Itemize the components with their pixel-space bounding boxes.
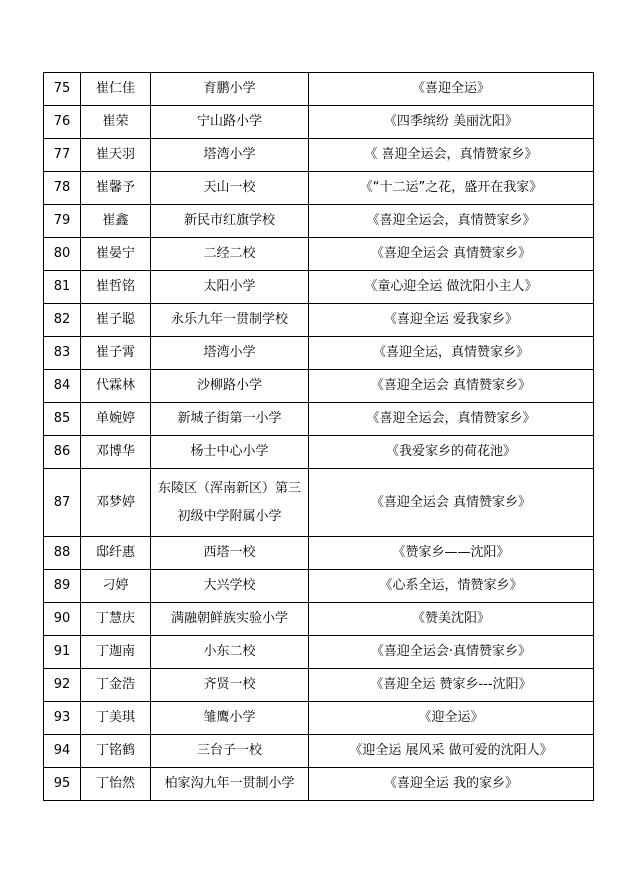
table-row	[44, 403, 594, 436]
work-title-cell: 《喜迎全运 赞家乡---沈阳》	[309, 669, 594, 702]
student-name-cell: 单婉婷	[81, 403, 151, 436]
row-number-cell: 81	[44, 271, 81, 304]
work-title-cell: 《四季缤纷 美丽沈阳》	[309, 106, 594, 139]
work-title-cell: 《迎全运 展风采 做可爱的沈阳人》	[309, 735, 594, 768]
work-title-cell: 《童心迎全运 做沈阳小主人》	[309, 271, 594, 304]
school-cell: 大兴学校	[151, 570, 309, 603]
entry-table	[43, 72, 594, 801]
row-number-cell: 91	[44, 636, 81, 669]
student-name-cell: 丁怡然	[81, 768, 151, 801]
work-title-cell: 《喜迎全运会 真情赞家乡》	[309, 238, 594, 271]
student-name-cell: 崔鑫	[81, 205, 151, 238]
work-title-cell: 《赞家乡——沈阳》	[309, 537, 594, 570]
student-name-cell: 崔馨予	[81, 172, 151, 205]
school-cell: 东陵区（浑南新区）第三初级中学附属小学	[151, 469, 309, 537]
school-cell: 育鹏小学	[151, 73, 309, 106]
table-row	[44, 636, 594, 669]
row-number-cell: 94	[44, 735, 81, 768]
table-row	[44, 106, 594, 139]
row-number-cell: 83	[44, 337, 81, 370]
student-name-cell: 邓博华	[81, 436, 151, 469]
row-number-cell: 90	[44, 603, 81, 636]
row-number-cell: 82	[44, 304, 81, 337]
student-name-cell: 代霖林	[81, 370, 151, 403]
student-name-cell: 丁金浩	[81, 669, 151, 702]
school-cell: 天山一校	[151, 172, 309, 205]
table-row	[44, 370, 594, 403]
school-cell: 满融朝鲜族实验小学	[151, 603, 309, 636]
work-title-cell: 《“十二运”之花，盛开在我家》	[309, 172, 594, 205]
work-title-cell: 《心系全运，情赞家乡》	[309, 570, 594, 603]
work-title-cell: 《喜迎全运 爱我家乡》	[309, 304, 594, 337]
row-number-cell: 77	[44, 139, 81, 172]
row-number-cell: 92	[44, 669, 81, 702]
student-name-cell: 丁慧庆	[81, 603, 151, 636]
table-row	[44, 570, 594, 603]
student-name-cell: 崔仁佳	[81, 73, 151, 106]
row-number-cell: 75	[44, 73, 81, 106]
table-row	[44, 469, 594, 537]
student-name-cell: 邓梦婷	[81, 469, 151, 537]
work-title-cell: 《喜迎全运会，真情赞家乡》	[309, 205, 594, 238]
school-cell: 杨士中心小学	[151, 436, 309, 469]
student-name-cell: 丁迦南	[81, 636, 151, 669]
work-title-cell: 《喜迎全运会·真情赞家乡》	[309, 636, 594, 669]
row-number-cell: 86	[44, 436, 81, 469]
table-row	[44, 436, 594, 469]
entry-table-body	[44, 73, 594, 801]
row-number-cell: 87	[44, 469, 81, 537]
row-number-cell: 79	[44, 205, 81, 238]
student-name-cell: 崔子霄	[81, 337, 151, 370]
table-row	[44, 768, 594, 801]
work-title-cell: 《喜迎全运会 真情赞家乡》	[309, 370, 594, 403]
table-row	[44, 205, 594, 238]
school-cell: 塔湾小学	[151, 139, 309, 172]
student-name-cell: 丁铭鹤	[81, 735, 151, 768]
school-cell: 小东二校	[151, 636, 309, 669]
row-number-cell: 84	[44, 370, 81, 403]
student-name-cell: 崔晏宁	[81, 238, 151, 271]
student-name-cell: 崔子聪	[81, 304, 151, 337]
table-row	[44, 271, 594, 304]
school-cell: 西塔一校	[151, 537, 309, 570]
school-cell: 二经二校	[151, 238, 309, 271]
row-number-cell: 80	[44, 238, 81, 271]
table-row	[44, 702, 594, 735]
work-title-cell: 《赞美沈阳》	[309, 603, 594, 636]
row-number-cell: 88	[44, 537, 81, 570]
student-name-cell: 刁婷	[81, 570, 151, 603]
student-name-cell: 崔天羽	[81, 139, 151, 172]
school-cell: 齐贤一校	[151, 669, 309, 702]
student-name-cell: 崔哲铭	[81, 271, 151, 304]
table-row	[44, 669, 594, 702]
table-row	[44, 735, 594, 768]
table-row	[44, 603, 594, 636]
school-cell: 沙柳路小学	[151, 370, 309, 403]
school-cell: 永乐九年一贯制学校	[151, 304, 309, 337]
student-name-cell: 邸纤惠	[81, 537, 151, 570]
school-cell: 新城子街第一小学	[151, 403, 309, 436]
work-title-cell: 《喜迎全运》	[309, 73, 594, 106]
row-number-cell: 85	[44, 403, 81, 436]
row-number-cell: 95	[44, 768, 81, 801]
table-row	[44, 337, 594, 370]
school-cell: 太阳小学	[151, 271, 309, 304]
school-cell: 雏鹰小学	[151, 702, 309, 735]
row-number-cell: 89	[44, 570, 81, 603]
work-title-cell: 《 喜迎全运会，真情赞家乡》	[309, 139, 594, 172]
table-row	[44, 172, 594, 205]
table-row	[44, 73, 594, 106]
work-title-cell: 《喜迎全运会，真情赞家乡》	[309, 403, 594, 436]
student-name-cell: 丁美琪	[81, 702, 151, 735]
table-row	[44, 304, 594, 337]
table-row	[44, 537, 594, 570]
table-row	[44, 238, 594, 271]
work-title-cell: 《喜迎全运 我的家乡》	[309, 768, 594, 801]
school-cell: 塔湾小学	[151, 337, 309, 370]
school-cell: 三台子一校	[151, 735, 309, 768]
school-cell: 宁山路小学	[151, 106, 309, 139]
work-title-cell: 《喜迎全运会 真情赞家乡》	[309, 469, 594, 537]
table-row	[44, 139, 594, 172]
row-number-cell: 78	[44, 172, 81, 205]
row-number-cell: 76	[44, 106, 81, 139]
student-name-cell: 崔荣	[81, 106, 151, 139]
work-title-cell: 《我爱家乡的荷花池》	[309, 436, 594, 469]
work-title-cell: 《喜迎全运，真情赞家乡》	[309, 337, 594, 370]
school-cell: 柏家沟九年一贯制小学	[151, 768, 309, 801]
work-title-cell: 《迎全运》	[309, 702, 594, 735]
school-cell: 新民市红旗学校	[151, 205, 309, 238]
row-number-cell: 93	[44, 702, 81, 735]
